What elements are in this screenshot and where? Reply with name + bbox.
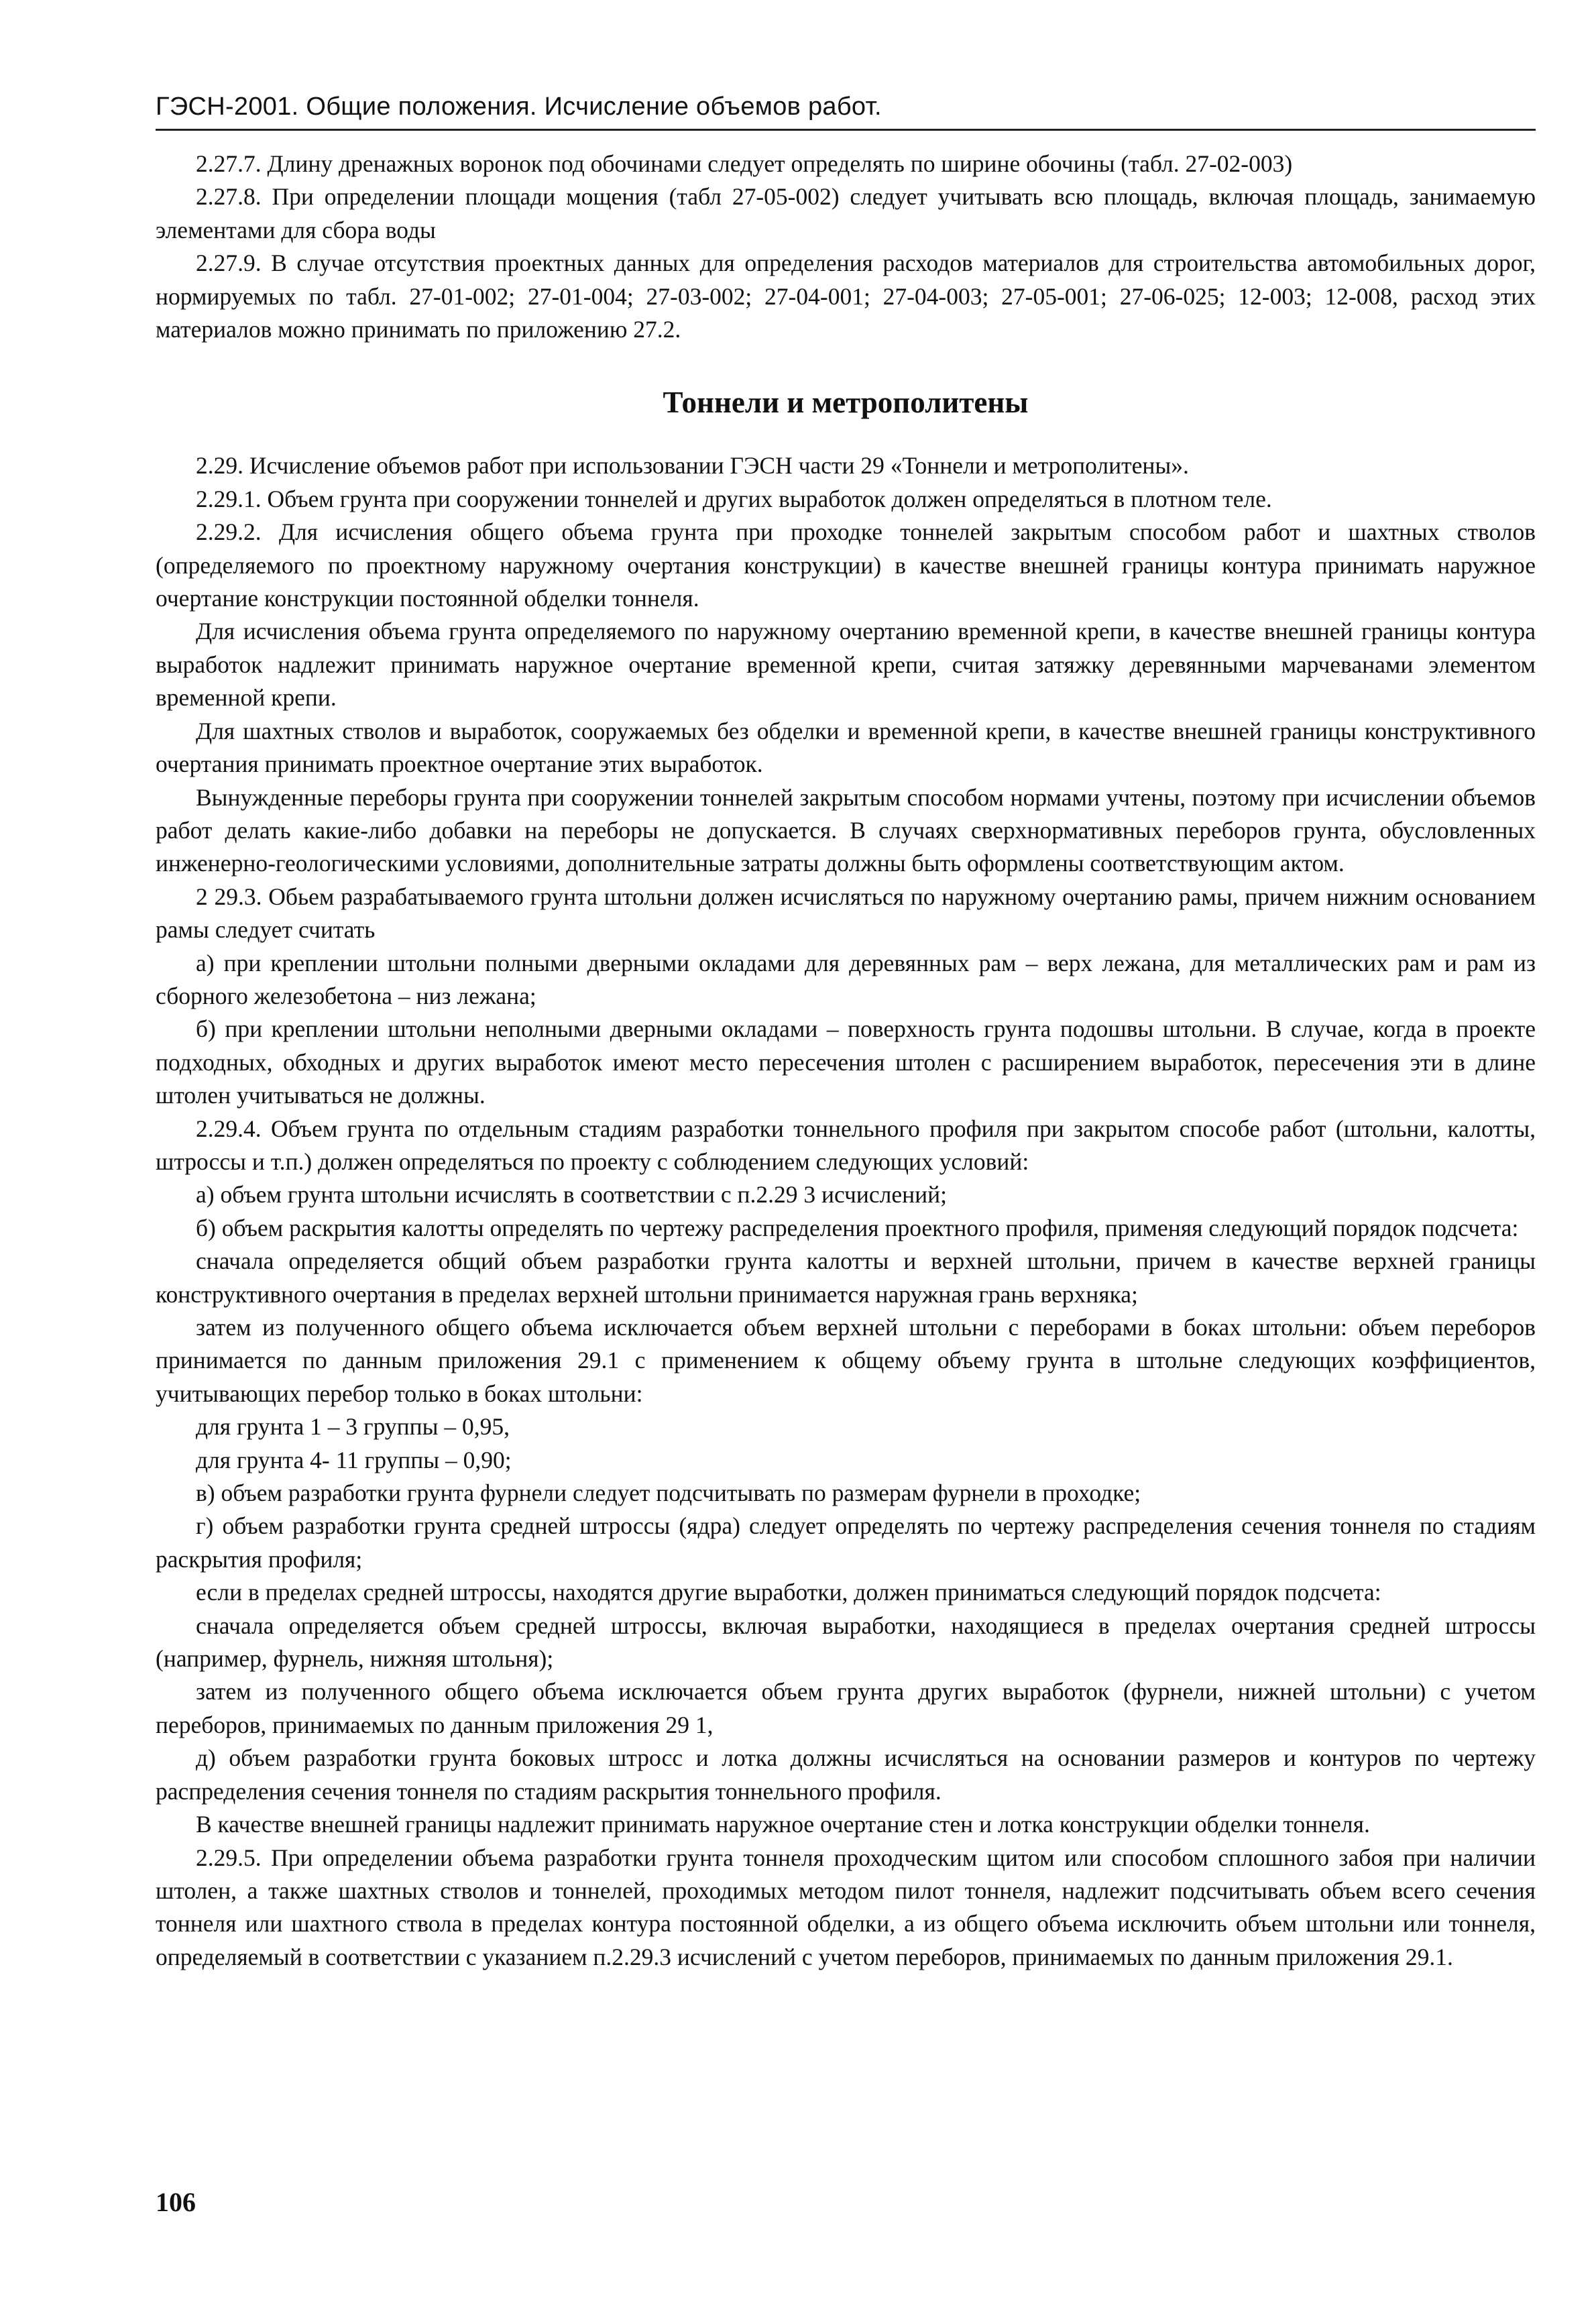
paragraph: если в пределах средней штроссы, находятся другие выработки, должен приниматься следующий порядок подсчета: [196, 1579, 1381, 1606]
paragraph: 2.29.1. Объем грунта при сооружении тоннелей и других выработок должен определяться в плотном теле. [196, 485, 1272, 512]
running-header: ГЭСН-2001. Общие положения. Исчисление объемов работ. [156, 91, 1536, 131]
document-body [156, 148, 1536, 1974]
paragraph: сначала определяется объем средней штроссы, включая выработки, находящиеся в пределах очертания средней штроссы (например, фурнель, нижняя штольня); [156, 1612, 1536, 1673]
paragraph: 2.29. Исчисление объемов работ при использовании ГЭСН части 29 «Тоннели и метрополитены». [196, 452, 1189, 480]
paragraph: 2.27.8. При определении площади мощения (табл 27-05-002) следует учитывать всю площадь, включая площадь, занимаемую элементами для сбора воды [156, 183, 1536, 243]
paragraph: затем из полученного общего объема исключается объем грунта других выработок (фурнели, нижней штольни) с учетом переборов, принимаемых по данным приложения 29 1, [156, 1678, 1536, 1738]
paragraph: для грунта 4- 11 группы – 0,90; [196, 1446, 512, 1473]
page-number: 106 [156, 2187, 196, 2217]
paragraph: г) объем разработки грунта средней штроссы (ядра) следует определять по чертежу распределения сечения тоннеля по стадиям раскрытия профиля; [156, 1512, 1536, 1573]
paragraph: Для исчисления объема грунта определяемого по наружному очертанию временной крепи, в качестве внешней границы контура выработок надлежит принимать наружное очертание временной крепи, считая затяжку деревянными марчеванами элементом временной крепи. [156, 618, 1536, 712]
paragraph: д) объем разработки грунта боковых штросс и лотка должны исчисляться на основании размеров и контуров по чертежу распределения сечения тоннеля по стадиям раскрытия тоннельного профиля. [156, 1744, 1536, 1805]
paragraph: 2.29.4. Объем грунта по отдельным стадиям разработки тоннельного профиля при закрытом способе работ (штольни, калотты, штроссы и т.п.) должен определяться по проекту с соблюдением следующих условий: [156, 1115, 1536, 1175]
paragraph: затем из полученного общего объема исключается объем верхней штольни с переборами в боках штольни: объем переборов принимается по данным приложения 29.1 с применением к общему объему грунта в штольне следующих коэффициентов, учитывающих перебор только в боках штольни: [156, 1314, 1536, 1407]
paragraph: 2.27.7. Длину дренажных воронок под обочинами следует определять по ширине обочины (табл. 27-02-003) [196, 150, 1293, 177]
paragraph: 2.27.9. В случае отсутствия проектных данных для определения расходов материалов для строительства автомобильных дорог, нормируемых по табл. 27-01-002; 27-01-004; 27-03-002; 27-04-001; 27-04-003; 27-05-001; 27-06-025; 12-003; 12-008, расход этих материалов можно принимать по приложению 27.2. [156, 249, 1536, 343]
paragraph: для грунта 1 – 3 группы – 0,95, [196, 1413, 510, 1441]
paragraph: Вынужденные переборы грунта при сооружении тоннелей закрытым способом нормами учтены, поэтому при исчислении объемов работ делать какие-либо добавки на переборы не допускается. В случаях сверхнормативных переборов грунта, обусловленных инженерно-геологическими условиями, дополнительные затраты должны быть оформлены соответствующим актом. [156, 783, 1536, 877]
paragraph: 2 29.3. Обьем разрабатываемого грунта штольни должен исчисляться по наружному очертанию рамы, причем нижним основанием рамы следует считать [156, 883, 1536, 944]
paragraph: а) при креплении штольни полными дверными окладами для деревянных рам – верх лежана, для металлических рам и рам из сборного железобетона – низ лежана; [156, 949, 1536, 1009]
paragraph: а) объем грунта штольни исчислять в соответствии с п.2.29 3 исчислений; [196, 1181, 947, 1209]
paragraph: 2.29.5. При определении объема разработки грунта тоннеля проходческим щитом или способом сплошного забоя при наличии штолен, а также шахтных стволов и тоннелей, проходимых методом пилот тоннеля, надлежит подсчитывать объем всего сечения тоннеля или шахтного ствола в пределах контура постоянной обделки, а из общего объема исключить объем штольни или тоннеля, определяемый в соответствии с указанием п.2.29.3 исчислений с учетом переборов, принимаемых по данным приложения 29.1. [156, 1844, 1536, 1970]
paragraph: б) при креплении штольни неполными дверными окладами – поверхность грунта подошвы штольни. В случае, когда в проекте подходных, обходных и других выработок имеют место пересечения штолен с расширением выработок, пересечения эти в длине штолен учитываться не должны. [156, 1015, 1536, 1109]
paragraph: б) объем раскрытия калотты определять по чертежу распределения проектного профиля, применяя следующий порядок подсчета: [196, 1214, 1519, 1241]
paragraph: В качестве внешней границы надлежит принимать наружное очертание стен и лотка конструкции обделки тоннеля. [196, 1811, 1370, 1838]
section-heading: Тоннели и метрополитены [663, 386, 1029, 420]
paragraph: Для шахтных стволов и выработок, сооружаемых без обделки и временной крепи, в качестве внешней границы конструктивного очертания принимать проектное очертание этих выработок. [156, 717, 1536, 778]
paragraph: 2.29.2. Для исчисления общего объема грунта при проходке тоннелей закрытым способом работ и шахтных стволов (определяемого по проектному наружному очертания конструкции) в качестве внешней границы контура принимать наружное очертание конструкции постоянной обделки тоннеля. [156, 518, 1536, 612]
paragraph: сначала определяется общий объем разработки грунта калотты и верхней штольни, причем в качестве верхней границы конструктивного очертания в пределах верхней штольни принимается наружная грань верхняка; [156, 1247, 1536, 1308]
paragraph: в) объем разработки грунта фурнели следует подсчитывать по размерам фурнели в проходке; [196, 1479, 1141, 1507]
